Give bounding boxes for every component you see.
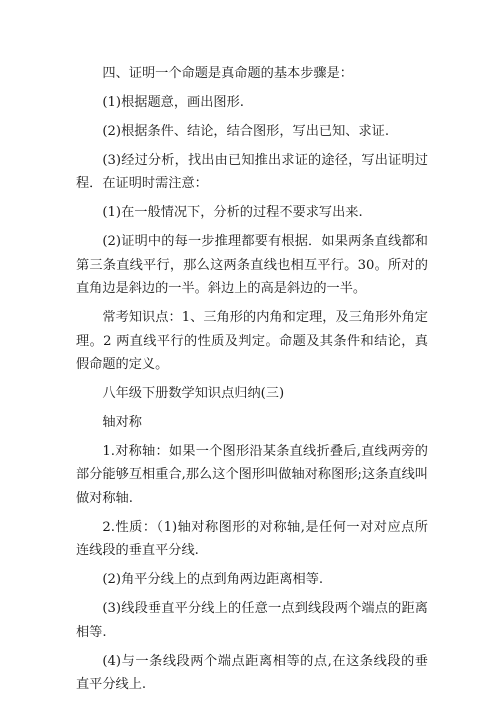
paragraph-property-2: (2)角平分线上的点到角两边距离相等. bbox=[102, 572, 324, 588]
paragraph-step-1: (1)根据题意，画出图形. bbox=[102, 95, 244, 110]
paragraph-axis-definition: 1.对称轴：如果一个图形沿某条直线折叠后,直线两旁的部分能够互相重合,那么这个图形叫做轴对称图形;这条直线叫做对称轴. bbox=[76, 444, 428, 506]
document-body bbox=[76, 62, 428, 702]
paragraph-proof-steps-heading: 四、证明一个命题是真命题的基本步骤是： bbox=[102, 66, 353, 81]
subsection-heading: 轴对称 bbox=[102, 415, 142, 431]
paragraph-property-3: (3)线段垂直平分线上的任意一点到线段两个端点的距离相等. bbox=[76, 601, 428, 640]
paragraph-key-points: 常考知识点：1、三角形的内角和定理，及三角形外角定理。2 两直线平行的性质及判定。命题及其条件和结论，真假命题的定义。 bbox=[76, 310, 428, 373]
section-heading: 八年级下册数学知识点归纳(三) bbox=[102, 386, 285, 402]
paragraph-property-1: 2.性质：（1)轴对称图形的对称轴,是任何一对对应点所连线段的垂直平分线. bbox=[76, 519, 428, 559]
paragraph-step-2: (2)根据条件、结论，结合图形，写出已知、求证. bbox=[102, 124, 390, 139]
paragraph-note-1: (1)在一般情况下，分析的过程不要求写出来. bbox=[102, 205, 363, 221]
paragraph-property-4: (4)与一条线段两个端点距离相等的点,在这条线段的垂直平分线上. bbox=[76, 653, 428, 693]
paragraph-note-2: (2)证明中的每一步推理都要有根据．如果两条直线都和第三条直线平行，那么这两条直线也相互平行。30。所对的直角边是斜边的一半。斜边上的高是斜边的一半。 bbox=[76, 234, 428, 297]
paragraph-step-3: (3)经过分析，找出由已知推出求证的途径，写出证明过程．在证明时需注意： bbox=[76, 153, 428, 192]
